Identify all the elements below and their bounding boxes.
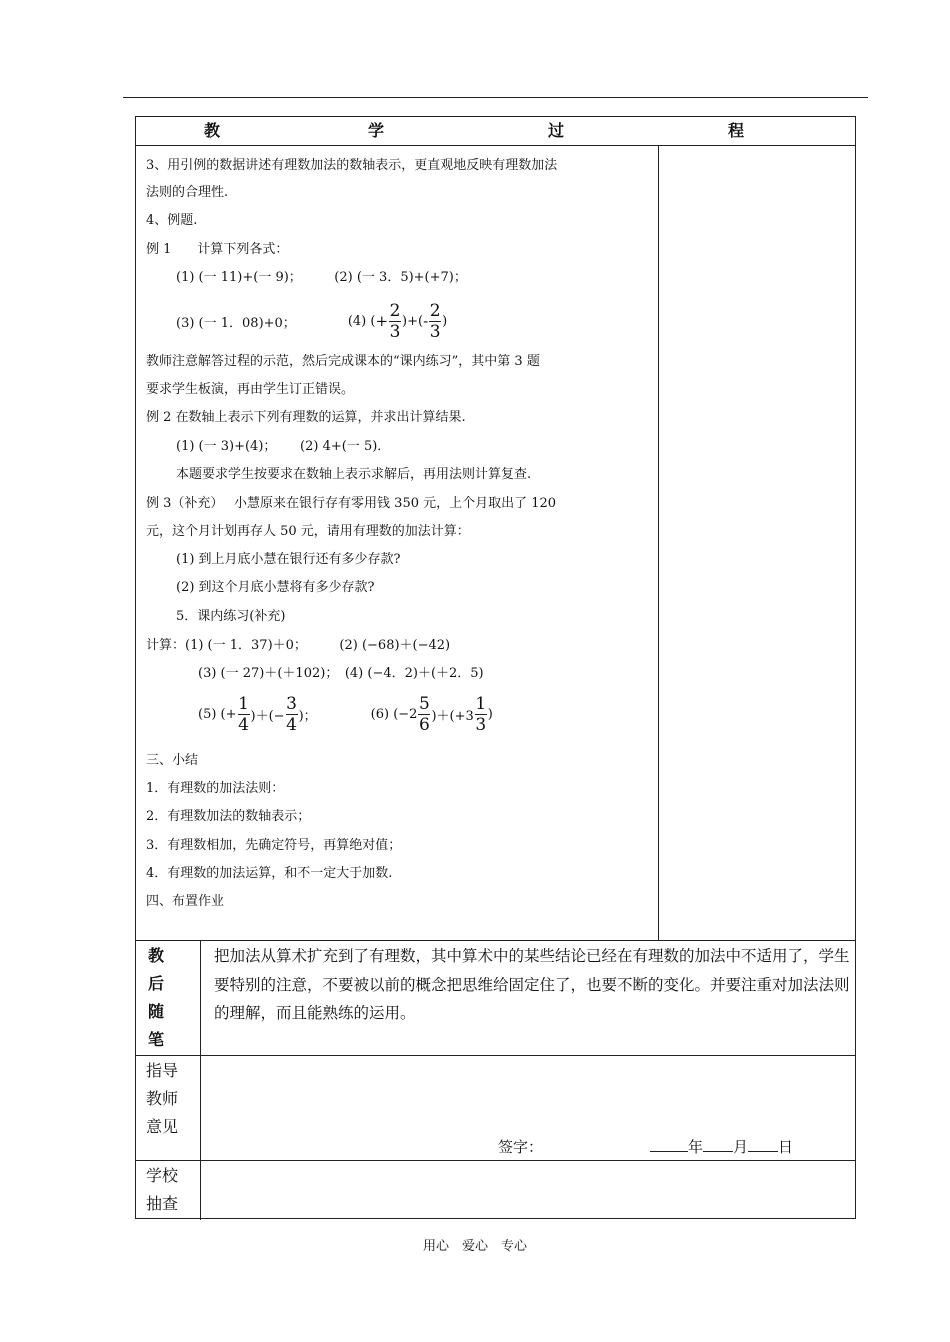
summary-item: 2．有理数加法的数轴表示； xyxy=(146,809,311,824)
example1-item-3: (3) (一 1．08)+0； xyxy=(176,315,296,331)
process-line: 法则的合理性. xyxy=(146,185,229,200)
header-char-1: 教 xyxy=(204,121,221,140)
summary-item: 4．有理数的加法运算，和不一定大于加数. xyxy=(146,866,393,881)
reflection-section-bottom xyxy=(136,1055,855,1056)
example1-item-4-prefix: (4) ( xyxy=(347,313,376,329)
example3-question-2: (2) 到这个月底小慧将有多少存款? xyxy=(176,580,375,595)
summary-heading: 三、小结 xyxy=(146,753,199,768)
guidance-label-line: 意见 xyxy=(146,1117,179,1136)
header-divider xyxy=(136,145,855,146)
reflection-label-char: 随 xyxy=(148,1002,165,1021)
fraction-two-thirds: $\frac{2}{3}$ xyxy=(389,300,401,342)
process-line: 本题要求学生按要求在数轴上表示求解后，再用法则计算复查. xyxy=(176,467,532,482)
month-label: 月 xyxy=(733,1138,749,1156)
page-footer: 用心 爱心 专心 xyxy=(422,1239,527,1254)
school-label-line: 学校 xyxy=(146,1166,179,1185)
process-line: 要求学生板演，再由学生订正错误。 xyxy=(146,382,355,397)
process-line: 教师注意解答过程的示范，然后完成课本的“课内练习”，其中第 3 题 xyxy=(146,354,540,369)
signature-label: 签字： xyxy=(498,1138,544,1156)
day-blank xyxy=(748,1135,778,1152)
reflection-label-char: 后 xyxy=(148,974,165,993)
guidance-label-line: 指导 xyxy=(146,1061,179,1080)
year-blank xyxy=(650,1135,688,1152)
fraction-three-quarters: $\frac{3}{4}$ xyxy=(286,693,297,735)
header-char-2: 学 xyxy=(368,121,385,140)
exercise-items-3-4: (3) (一 27)＋(＋102)； (4) (−4．2)＋(＋2．5) xyxy=(198,666,484,681)
year-label: 年 xyxy=(688,1138,704,1156)
process-right-column-divider xyxy=(658,145,659,940)
guidance-section-bottom xyxy=(136,1160,855,1161)
day-label: 日 xyxy=(778,1138,794,1156)
exercise-items-5-6: (5) (+ $\frac{1}{4}$ )＋(− $\frac{3}{4}$ )； (6) (−2 $\frac{5}{6}$ )＋(+3 $\frac{1}{3}$ ) xyxy=(198,693,493,735)
plus-sign: + xyxy=(375,312,389,330)
example3-question-1: (1) 到上月底小慧在银行还有多少存款? xyxy=(176,552,401,567)
school-label-line: 抽查 xyxy=(146,1194,179,1213)
summary-item: 3．有理数相加，先确定符号，再算绝对值； xyxy=(146,838,402,853)
summary-item: 1．有理数的加法法则： xyxy=(146,781,285,796)
header-char-4: 程 xyxy=(728,121,745,140)
minus-sign: - xyxy=(423,312,429,330)
page-top-rule xyxy=(123,97,868,98)
date-line xyxy=(650,1133,793,1161)
process-line: 元，这个月计划再存人 50 元，请用有理数的加法计算： xyxy=(146,524,470,539)
example1-items-1-2: (1) (一 11)+(一 9)； (2) (一 3．5)+(+7)； xyxy=(176,270,467,285)
guidance-label-line: 教师 xyxy=(146,1089,179,1108)
example1-items-3-4: (3) (一 1．08)+0； (4) ( + $\frac{2}{3}$ )+( - $\frac{2}{3}$ ) xyxy=(176,300,448,342)
example2-items: (1) (一 3)+(4)； (2) 4+(一 5)． xyxy=(176,439,391,454)
fraction-one-third: $\frac{1}{3}$ xyxy=(475,693,487,735)
process-section-bottom xyxy=(136,940,855,941)
label-column-divider xyxy=(200,940,201,1220)
process-line: 4、例题. xyxy=(146,213,198,228)
process-line: 例 3（补充） 小慧原来在银行存有零用钱 350 元，上个月取出了 120 xyxy=(146,496,557,511)
exercise-items-1-2: 计算：(1) (一 1．37)＋0； (2) (−68)＋(−42) xyxy=(146,638,451,653)
exercise-heading: 5．课内练习(补充) xyxy=(176,609,286,624)
process-line: 例 2 在数轴上表示下列有理数的运算，并求出计算结果. xyxy=(146,410,466,425)
header-char-3: 过 xyxy=(548,121,565,140)
fraction-five-sixths: $\frac{5}{6}$ xyxy=(419,693,430,735)
month-blank xyxy=(703,1135,733,1152)
lesson-table xyxy=(135,116,856,1219)
fraction-one-quarter: $\frac{1}{4}$ xyxy=(238,693,249,735)
reflection-label-char: 教 xyxy=(148,946,165,965)
reflection-text: 把加法从算术扩充到了有理数，其中算术中的某些结论已经在有理数的加法中不适用了，学生要特别的注意，不要被以前的概念把思维给固定住了，也要不断的变化。并要注重对加法法则的理解，而且能熟练的运用。 xyxy=(214,947,850,1022)
fraction-two-thirds: $\frac{2}{3}$ xyxy=(429,300,441,342)
process-line: 3、用引例的数据讲述有理数加法的数轴表示，更直观地反映有理数加法 xyxy=(146,158,558,173)
reflection-label-char: 笔 xyxy=(148,1030,165,1049)
process-line: 例 1 计算下列各式： xyxy=(146,242,289,257)
homework-heading: 四、布置作业 xyxy=(146,894,225,909)
